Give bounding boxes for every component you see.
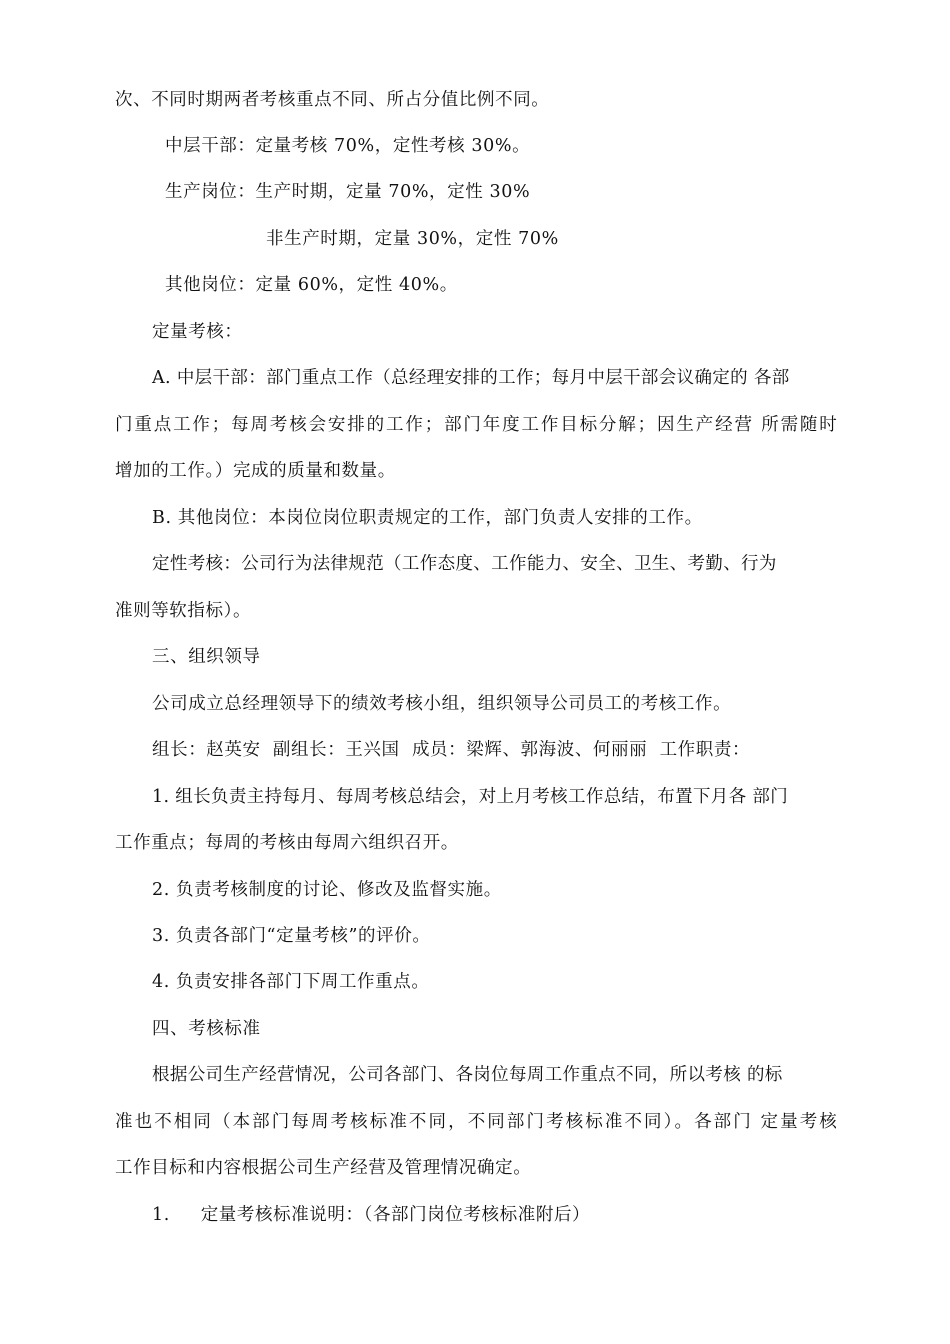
text-line-14: 公司成立总经理领导下的绩效考核小组，组织领导公司员工的考核工作。	[152, 694, 732, 714]
text-line-8: 门重点工作；每周考核会安排的工作；部门年度工作目标分解；因生产经营 所需随时	[115, 415, 837, 435]
text-line-4: 非生产时期，定量 30%，定性 70%	[266, 229, 559, 249]
text-line-18: 2. 负责考核制度的讨论、修改及监督实施。	[152, 880, 502, 900]
text-line-12: 准则等软指标）。	[115, 601, 252, 621]
text-line-2: 中层干部：定量考核 70%，定性考核 30%。	[165, 136, 531, 156]
text-line-20: 4. 负责安排各部门下周工作重点。	[152, 972, 430, 992]
text-line-7: A. 中层干部：部门重点工作（总经理安排的工作；每月中层干部会议确定的 各部	[152, 368, 790, 388]
text-line-10: B. 其他岗位：本岗位岗位职责规定的工作，部门负责人安排的工作。	[152, 508, 703, 528]
text-line-11: 定性考核：公司行为法律规范（工作态度、工作能力、安全、卫生、考勤、行为	[152, 554, 777, 574]
text-line-3: 生产岗位：生产时期，定量 70%，定性 30%	[165, 182, 531, 202]
text-line-17: 工作重点；每周的考核由每周六组织召开。	[115, 833, 459, 853]
text-line-19: 3. 负责各部门“定量考核”的评价。	[152, 926, 431, 946]
text-line-22: 根据公司生产经营情况，公司各部门、各岗位每周工作重点不同，所以考核 的标	[152, 1065, 783, 1085]
text-line-23: 准也不相同（本部门每周考核标准不同，不同部门考核标准不同）。各部门 定量考核	[115, 1112, 837, 1132]
text-line-6: 定量考核：	[152, 322, 243, 342]
section-heading-organization: 三、组织领导	[152, 647, 261, 667]
text-line-15: 组长：赵英安 副组长：王兴国 成员：梁辉、郭海波、何丽丽 工作职责：	[152, 740, 751, 760]
text-line-25: 1. 定量考核标准说明：（各部门岗位考核标准附后）	[152, 1205, 591, 1225]
text-line-1: 次、不同时期两者考核重点不同、所占分值比例不同。	[115, 90, 550, 110]
text-line-16: 1. 组长负责主持每月、每周考核总结会，对上月考核工作总结，布置下月各 部门	[152, 787, 789, 807]
section-heading-standards: 四、考核标准	[152, 1019, 261, 1039]
text-line-5: 其他岗位：定量 60%，定性 40%。	[165, 275, 458, 295]
text-line-24: 工作目标和内容根据公司生产经营及管理情况确定。	[115, 1158, 532, 1178]
text-line-9: 增加的工作。）完成的质量和数量。	[115, 461, 396, 481]
